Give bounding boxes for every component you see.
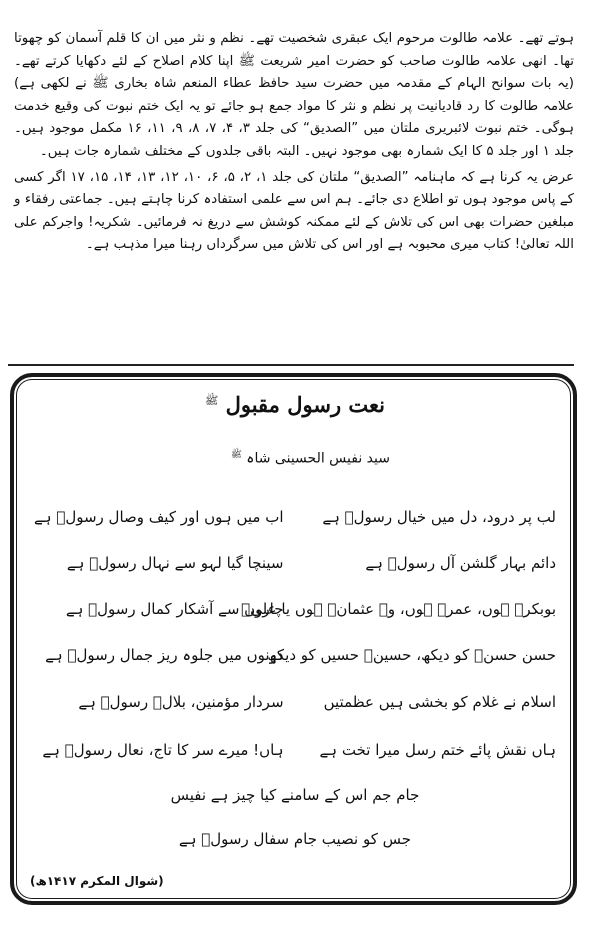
honorific-mark: ﷺ [230, 450, 242, 460]
second-hemistich: ہاں! میرے سر کا تاج، نعال رسولؐ ہے [42, 741, 284, 759]
prose-line: عرض یہ کرنا ہے کہ ماہنامہ ”الصدیق“ ملتان کی جلد ۱، ۲، ۵، ۶، ۱۰، ۱۲، ۱۳، ۱۴، ۱۵، ۱۷ اگر کسی کے پاس [14, 169, 574, 208]
first-hemistich: بوبکرؓ ہوں، عمرؓ ہوں، وہ عثمانؓ ہوں یا علیؓ [241, 600, 556, 618]
prose-paragraph-1 [14, 28, 574, 164]
prose-line: اس کی تلاش کے لئے ممکنہ کوشش سے دریغ نہ فرمائیں۔ شکریہ! واجرکم علی اللہ تعالیٰ! کتاب میری [14, 214, 574, 253]
second-hemistich: دونوں میں جلوہ ریز جمال رسولؐ ہے [45, 646, 284, 664]
closing-line: جام جم اس کے سامنے کیا چیز ہے نفیس [170, 786, 420, 804]
first-hemistich: حسن حسنؓ کو دیکھ، حسینؓ حسیں کو دیکھ [267, 646, 556, 664]
second-hemistich: چاروں سے آشکار کمال رسولؐ ہے [65, 600, 284, 618]
poem-couplet [32, 643, 556, 667]
poem-couplet [32, 597, 556, 621]
second-hemistich: سینچا گیا لہو سے نہال رسولؐ ہے [66, 554, 284, 572]
prose-line: الہام کے مقدمہ میں حضرت سید حافظ عطاء المنعم شاہ بخاری ﷺ نے لکھی ہے) علامہ طالوت کا رد قادیانیت [14, 76, 575, 114]
prose-line: محبوبہ ہے اور اس کی تلاش میں سرگرداں رہنا میرا مذہب ہے۔ [85, 237, 446, 253]
first-hemistich: دائم بہار گلشن آل رسولؐ ہے [365, 554, 556, 572]
second-hemistich: سردار مؤمنین، بلالؓ رسولؐ ہے [78, 693, 284, 711]
prose-line: پر نظم و نثر کا مواد جمع ہو جائے تو یہ ایک ختم نبوت کی وقیع خدمت ہوگی۔ ختم نبوت لائبریری ملتان میں [14, 98, 574, 137]
prose-line: باقی جلدوں کے مختلف شمارہ جات ہیں۔ [39, 143, 272, 159]
prose-section [14, 28, 574, 257]
honorific-mark: ﷺ [205, 394, 219, 407]
first-hemistich: لب پر درود، دل میں خیال رسولؐ ہے [322, 508, 556, 526]
poem-couplet [32, 505, 556, 529]
poem-couplet [32, 690, 556, 714]
prose-line: ہوتے تھے۔ علامہ طالوت مرحوم ایک عبقری شخصیت تھے۔ نظم و نثر میں ان کا قلم آسمان کو چھوتا تھا۔ انھی علامہ [14, 31, 574, 69]
prose-paragraph-2 [14, 167, 574, 257]
closing-line: جس کو نصیب جام سفال رسولؐ ہے [178, 830, 412, 848]
poem-title-text: نعت رسول مقبول [225, 392, 385, 417]
section-divider [8, 364, 574, 366]
first-hemistich: ہاں نقش پائے ختم رسل میرا تخت ہے [319, 741, 556, 759]
poem-author [231, 448, 390, 467]
poem-title [0, 392, 590, 417]
poem-couplet [32, 738, 556, 762]
poem-author-name: سید نفیس الحسینی شاہ [246, 450, 390, 467]
prose-line: ”الصدیق“ کی جلد ۳، ۴، ۷، ۸، ۹، ۱۱، ۱۶ مکمل موجود ہیں۔ جلد ۱ اور جلد ۵ کا ایک شمارہ بھی موجود نہیں۔ البتہ [14, 121, 574, 159]
prose-line: طالوت صاحب کو حضرت امیر شریعت ﷺ اپنا کلام اصلاح کے لئے دکھایا کرتے تھے۔ (یہ بات سوانح [14, 53, 574, 92]
poem-date: (شوال المکرم ۱۴۱۷ھ) [30, 874, 164, 888]
second-hemistich: اب میں ہوں اور کیف وصال رسولؐ ہے [33, 508, 284, 526]
first-hemistich: اسلام نے غلام کو بخشی ہیں عظمتیں [323, 693, 556, 711]
poem-couplet [32, 551, 556, 575]
prose-line: موجود ہوں تو اطلاع دی جائے۔ ہم اس سے علمی استفادہ کرنا چاہتے ہیں۔ جماعتی رفقاء و مبلغین حضرات بھی [14, 192, 574, 230]
